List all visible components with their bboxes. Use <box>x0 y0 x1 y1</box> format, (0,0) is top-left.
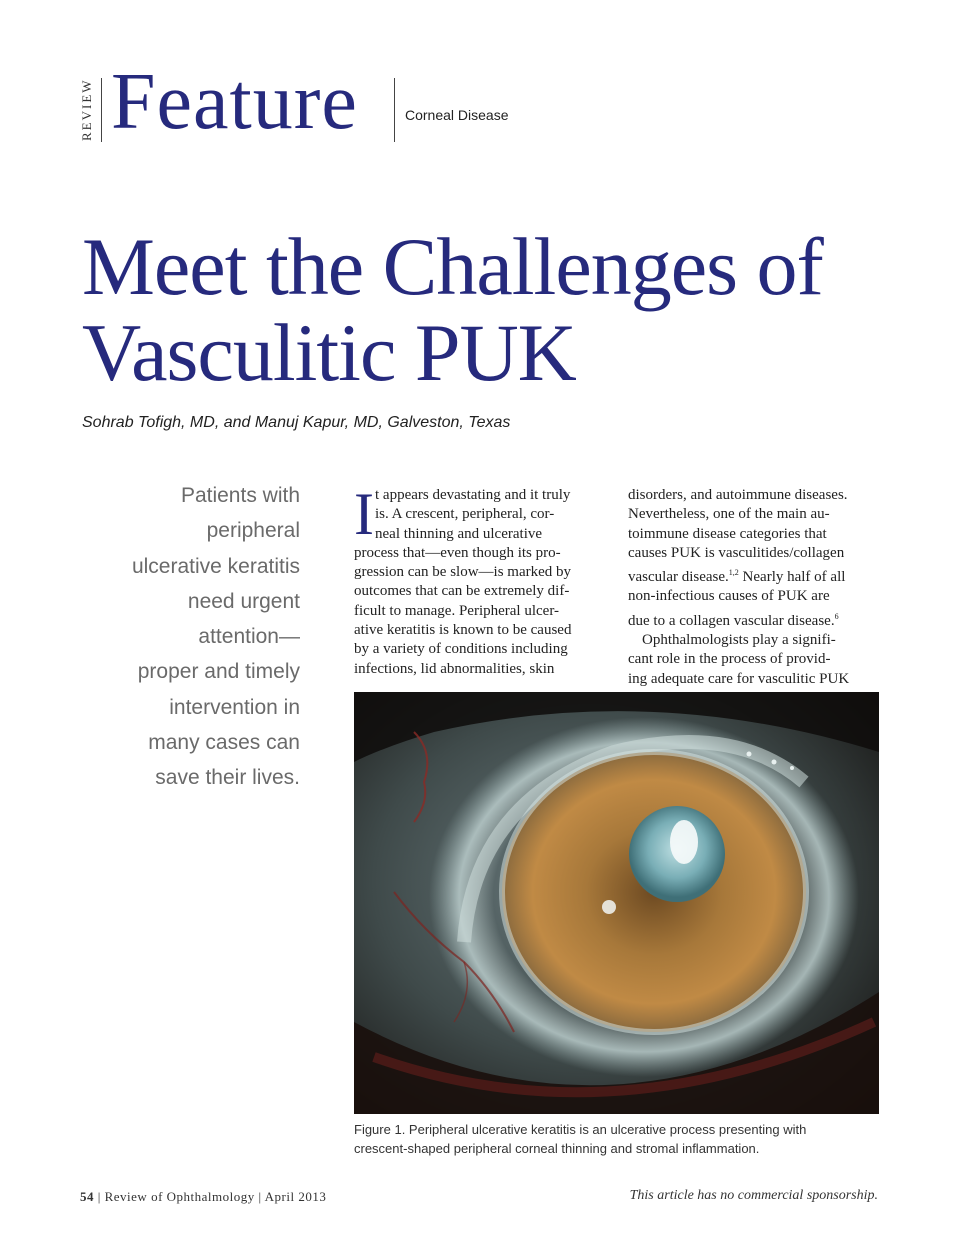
body-line: disorders, and autoimmune diseases. <box>628 487 848 503</box>
body-line: process that—even though its pro- <box>354 544 561 561</box>
caption-line: Figure 1. Peripheral ulcerative keratitis is an ulcerative process presenting with <box>354 1122 807 1137</box>
pull-quote-line: attention— <box>198 625 300 649</box>
header-rule-right <box>394 78 395 142</box>
body-column-1 <box>354 481 606 679</box>
body-line: cant role in the process of provid- <box>628 651 831 668</box>
footer-separator: | <box>97 1189 101 1204</box>
body-line-text: vascular disease. <box>628 569 729 586</box>
body-line-text: Nearly half of all <box>738 569 846 586</box>
body-line: causes PUK is vasculitides/collagen <box>628 544 845 561</box>
header-rule-left <box>101 78 102 142</box>
pull-quote-line: peripheral <box>206 519 300 543</box>
issue-date: April 2013 <box>264 1189 327 1204</box>
body-line-with-ref <box>628 607 880 631</box>
publication-name: Review of Ophthalmology <box>104 1189 255 1204</box>
pull-quote-line: ulcerative keratitis <box>131 554 300 578</box>
sponsorship-note: This article has no commercial sponsorship. <box>629 1188 878 1203</box>
pull-quote-line: need urgent <box>187 589 300 613</box>
body-line: ficult to manage. Peripheral ulcer- <box>354 602 560 619</box>
pull-quote-line: proper and timely <box>137 660 300 684</box>
body-line-text: due to a collagen vascular disease. <box>628 612 835 629</box>
eye-illustration <box>354 692 879 1114</box>
body-line: t appears devastating and it truly <box>375 487 571 503</box>
pull-quote-line: many cases can <box>148 731 300 755</box>
figure-eye-photo <box>354 692 879 1114</box>
body-column-2 <box>628 486 880 689</box>
body-line: toimmune disease categories that <box>628 525 827 542</box>
footer-folio <box>80 1189 326 1205</box>
body-line-with-ref <box>628 563 880 587</box>
pull-quote-line: Patients with <box>180 484 300 507</box>
pull-quote-line: save their lives. <box>155 766 300 790</box>
body-line: ing adequate care for vasculitic PUK <box>628 670 850 687</box>
body-line: Ophthalmologists play a signifi- <box>642 632 836 649</box>
drop-cap: I <box>354 481 374 547</box>
byline: Sohrab Tofigh, MD, and Manuj Kapur, MD, Galveston, Texas <box>82 414 511 431</box>
caption-line: crescent-shaped peripheral corneal thinning and stromal inflammation. <box>354 1141 760 1156</box>
body-line: neal thinning and ulcerative <box>375 525 543 542</box>
figure-caption <box>354 1120 879 1158</box>
review-vertical-tag: REVIEW <box>79 78 94 141</box>
feature-label: Feature <box>111 58 358 146</box>
body-line: Nevertheless, one of the main au- <box>628 506 830 523</box>
body-line: gression can be slow—is marked by <box>354 564 572 581</box>
footer-separator: | <box>258 1189 262 1204</box>
body-line: non-infectious causes of PUK are <box>628 588 830 605</box>
article-title <box>82 221 902 398</box>
body-line: by a variety of conditions including <box>354 641 568 658</box>
body-line: infections, lid abnormalities, skin <box>354 660 555 677</box>
body-line: outcomes that can be extremely dif- <box>354 583 570 600</box>
reference-superscript: 6 <box>834 611 839 621</box>
pull-quote <box>100 478 300 796</box>
pull-quote-line: intervention in <box>169 695 300 719</box>
page-number: 54 <box>80 1189 94 1204</box>
body-line: ative keratitis is known to be caused <box>354 622 572 639</box>
title-line-2: Vasculitic PUK <box>82 307 576 398</box>
body-line: is. A crescent, peripheral, cor- <box>375 506 555 523</box>
section-label: Corneal Disease <box>405 107 509 123</box>
reference-superscript: 1,2 <box>728 568 739 578</box>
title-line-1: Meet the Challenges of <box>82 221 823 312</box>
